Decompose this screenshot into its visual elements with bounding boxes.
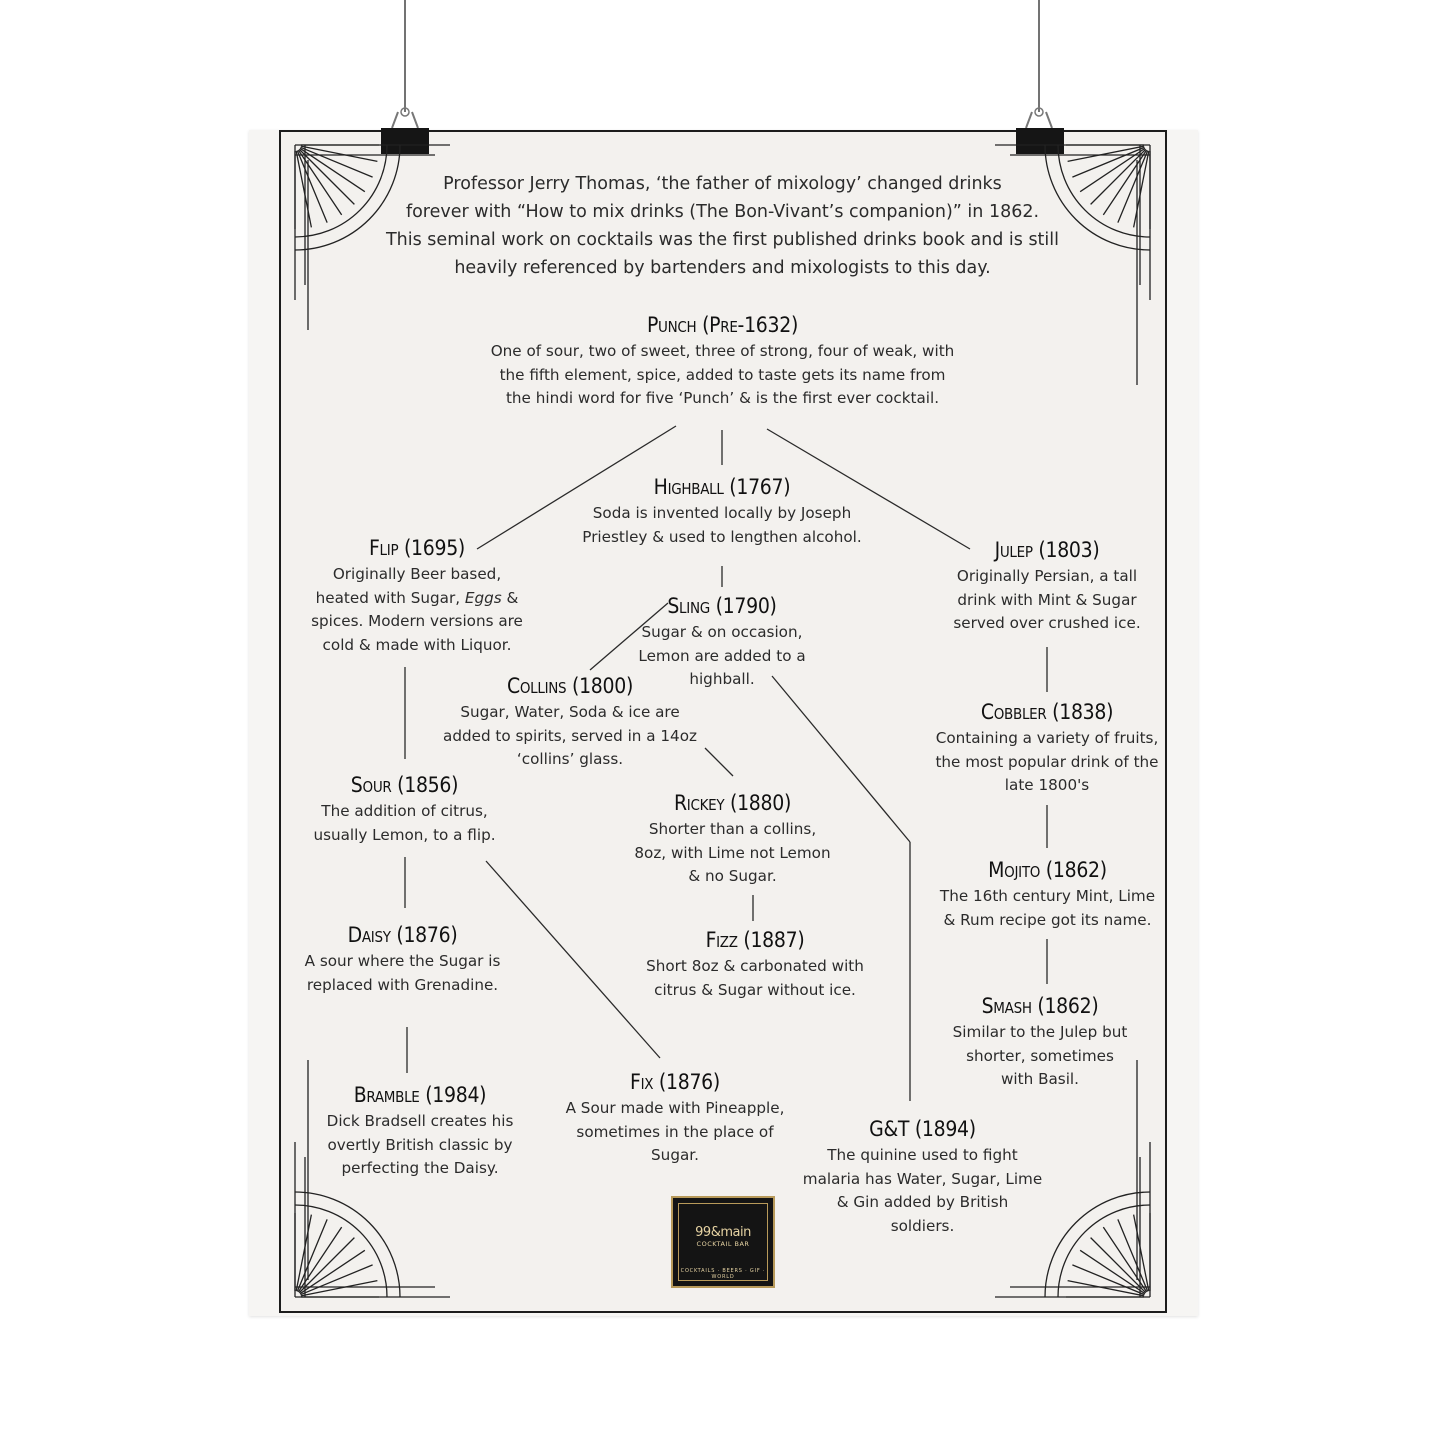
logo-subtitle: COCKTAIL BAR [696,1240,750,1248]
desc-line: shorter, sometimes [966,1046,1114,1065]
binder-clip-right [1016,108,1064,154]
desc-line: soldiers. [890,1216,955,1235]
ornament-ray [1134,1215,1149,1292]
desc-line: Dick Bradsell creates his [326,1112,514,1130]
desc-line: Priestley & used to lengthen alcohol. [582,527,862,546]
desc-line: the hindi word for five ‘Punch’ & is the first ever cocktail. [505,389,940,407]
desc-line: ‘collins’ glass. [516,750,624,768]
desc-line: One of sour, two of sweet, three of strong, four of weak, with [490,342,955,360]
node-description [292,563,542,657]
ornament-ray [301,1281,378,1296]
desc-line: the most popular drink of the [935,752,1159,771]
ornament-ray [1068,146,1145,161]
node-description [922,565,1172,636]
node-title: G&T (1894) [869,1117,976,1141]
node-description [912,727,1182,798]
node-title: Julep (1803) [994,538,1100,562]
node-punch [470,312,975,411]
node-mojito [925,857,1170,932]
desc-line: & Rum recipe got its name. [943,910,1152,929]
desc-line: Similar to the Julep but [952,1023,1128,1041]
node-description [925,885,1170,932]
intro-paragraph [370,170,1075,282]
node-description [935,1021,1145,1092]
desc-line: Short 8oz & carbonated with [646,957,864,975]
ornament-ray [301,146,378,161]
node-title: Highball (1767) [653,475,791,499]
desc-line: spices. Modern versions are [311,612,523,630]
ornament-ray [1068,1281,1145,1296]
desc-line: & no Sugar. [688,867,777,885]
node-title: Bramble (1984) [353,1083,487,1107]
desc-line: late 1800's [1004,776,1090,794]
node-description [315,1110,525,1181]
node-title: Smash (1862) [981,994,1099,1018]
node-title: Sour (1856) [350,773,459,797]
node-description [470,340,975,411]
desc-line: drink with Mint & Sugar [957,590,1137,609]
node-bramble [315,1082,525,1181]
logo-name: 99&main [695,1225,751,1240]
desc-line: 8oz, with Lime not Lemon [634,843,831,862]
node-description [795,1144,1050,1238]
node-fizz [635,927,875,1002]
node-fix [555,1069,795,1168]
node-collins [425,673,715,772]
node-gin-tonic [795,1116,1050,1238]
desc-line: Sugar. [651,1146,699,1164]
desc-line: malaria has Water, Sugar, Lime [802,1169,1043,1188]
desc-line: Shorter than a collins, [648,820,817,838]
node-title: Collins (1800) [506,674,634,698]
node-title: Cobbler (1838) [980,700,1114,724]
desc-line: Soda is invented locally by Joseph [592,504,852,522]
node-description [567,502,877,549]
node-description [425,701,715,772]
node-title: Fizz (1887) [705,928,805,952]
intro-line: forever with “How to mix drinks (The Bon-Vivant’s companion)” in 1862. [405,202,1040,222]
desc-line: Originally Beer based, [332,565,502,583]
desc-line: A Sour made with Pineapple, [565,1099,785,1117]
desc-line: The addition of citrus, [321,802,488,820]
node-title: Daisy (1876) [347,923,458,947]
desc-line: Originally Persian, a tall [956,567,1138,585]
desc-line: added to spirits, served in a 14oz [443,726,697,745]
node-title: Mojito (1862) [988,858,1107,882]
desc-line: overtly British classic by [327,1135,513,1154]
desc-line: sometimes in the place of [576,1122,774,1141]
ornament-ray [296,1215,311,1292]
intro-line: This seminal work on cocktails was the first published drinks book and is still [385,230,1060,250]
desc-line: & Gin added by British [836,1193,1009,1211]
node-highball [567,474,877,549]
desc-line: Sugar, Water, Soda & ice are [460,703,680,721]
desc-line: citrus & Sugar without ice. [654,980,856,999]
node-julep [922,537,1172,636]
intro-line: heavily referenced by bartenders and mixologists to this day. [454,258,991,278]
node-description [635,955,875,1002]
node-title: Sling (1790) [667,594,777,618]
desc-line: The 16th century Mint, Lime [939,887,1156,905]
binder-clip-left [381,108,429,154]
node-description [292,800,517,847]
ornament-ray [1134,151,1149,228]
desc-line: Sugar & on occasion, [641,623,803,641]
desc-line: highball. [689,670,755,688]
hanging-wires [405,0,1039,112]
node-rickey [630,790,835,889]
intro-line: Professor Jerry Thomas, ‘the father of mixology’ changed drinks [443,174,1002,194]
node-description [290,950,515,997]
desc-line: the fifth element, spice, added to taste gets its name from [499,365,946,384]
desc-line: with Basil. [1001,1070,1079,1088]
node-title: Punch (Pre-1632) [646,313,799,337]
node-title: Fix (1876) [630,1070,720,1094]
desc-line: usually Lemon, to a flip. [313,825,496,844]
node-description [630,818,835,889]
node-title: Flip (1695) [368,536,465,560]
desc-line: heated with Sugar, Eggs & [315,588,519,607]
desc-line: cold & made with Liquor. [322,635,512,654]
desc-line: Containing a variety of fruits, [935,729,1159,747]
desc-line: perfecting the Daisy. [341,1159,499,1177]
node-sour [292,772,517,847]
logo-tagline: COCKTAILS · BEERS · GIF · WORLD [680,1268,766,1280]
node-flip [292,535,542,657]
desc-line: A sour where the Sugar is [304,952,501,970]
desc-line: served over crushed ice. [953,614,1141,632]
bar-logo [671,1196,775,1288]
node-smash [935,993,1145,1092]
node-description [555,1097,795,1168]
desc-line: The quinine used to fight [827,1146,1018,1164]
ornament-ray [296,151,311,228]
desc-line: Lemon are added to a [638,646,806,665]
node-cobbler [912,699,1182,798]
node-daisy [290,922,515,997]
desc-line: replaced with Grenadine. [306,975,499,994]
node-title: Rickey (1880) [673,791,792,815]
